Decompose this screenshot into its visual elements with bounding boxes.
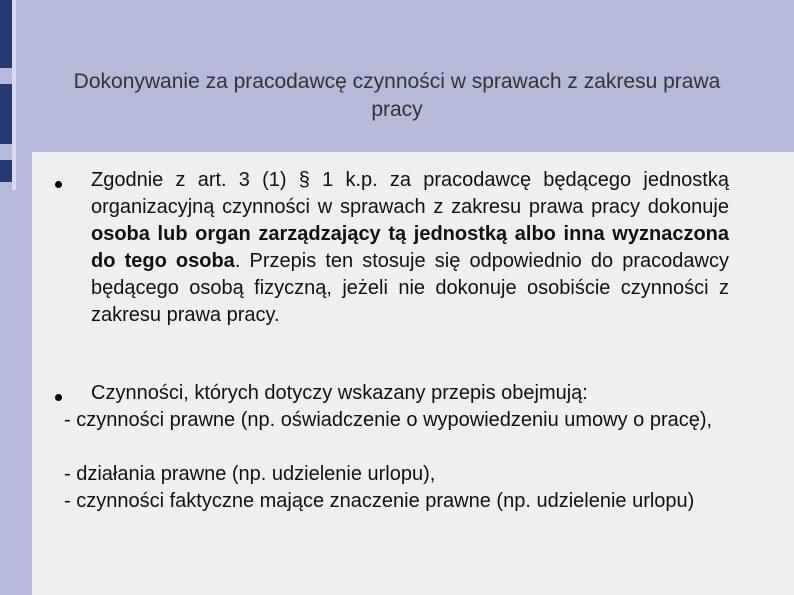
decorative-bar [0, 84, 12, 144]
paragraph-lead: Czynności, których dotyczy wskazany przepis obejmują: [91, 382, 588, 404]
list-item: - czynności faktyczne mające znaczenie prawne (np. udzielenie urlopu) [64, 490, 695, 512]
paragraph-text: Zgodnie z art. 3 (1) § 1 k.p. za pracodawcę będącego jednostką organizacyjną czynności w sprawach z zakresu prawa pracy dokonuje [91, 169, 729, 218]
paragraph-bold-text: osoba lub organ zarządzający tą jednostką albo inna wyznaczona do tego osoba [91, 223, 729, 272]
paragraph-text: . Przepis ten stosuje się odpowiednio do pracodawcy będącego osobą fizyczną, jeżeli nie dokonuje osobiście czynności z zakresu prawa pracy. [91, 250, 729, 326]
list-item: - czynności prawne (np. oświadczenie o wypowiedzeniu umowy o pracę), [64, 409, 713, 431]
paragraph-article [91, 167, 729, 329]
decorative-strip [12, 0, 16, 190]
bullet-icon [55, 394, 62, 401]
list-item: - działania prawne (np. udzielenie urlopu), [64, 463, 436, 485]
bullet-icon [55, 181, 62, 188]
slide-title: Dokonywanie za pracodawcę czynności w sprawach z zakresu prawa pracy [73, 70, 721, 121]
decorative-bar [0, 0, 12, 68]
decorative-bar [0, 160, 12, 182]
